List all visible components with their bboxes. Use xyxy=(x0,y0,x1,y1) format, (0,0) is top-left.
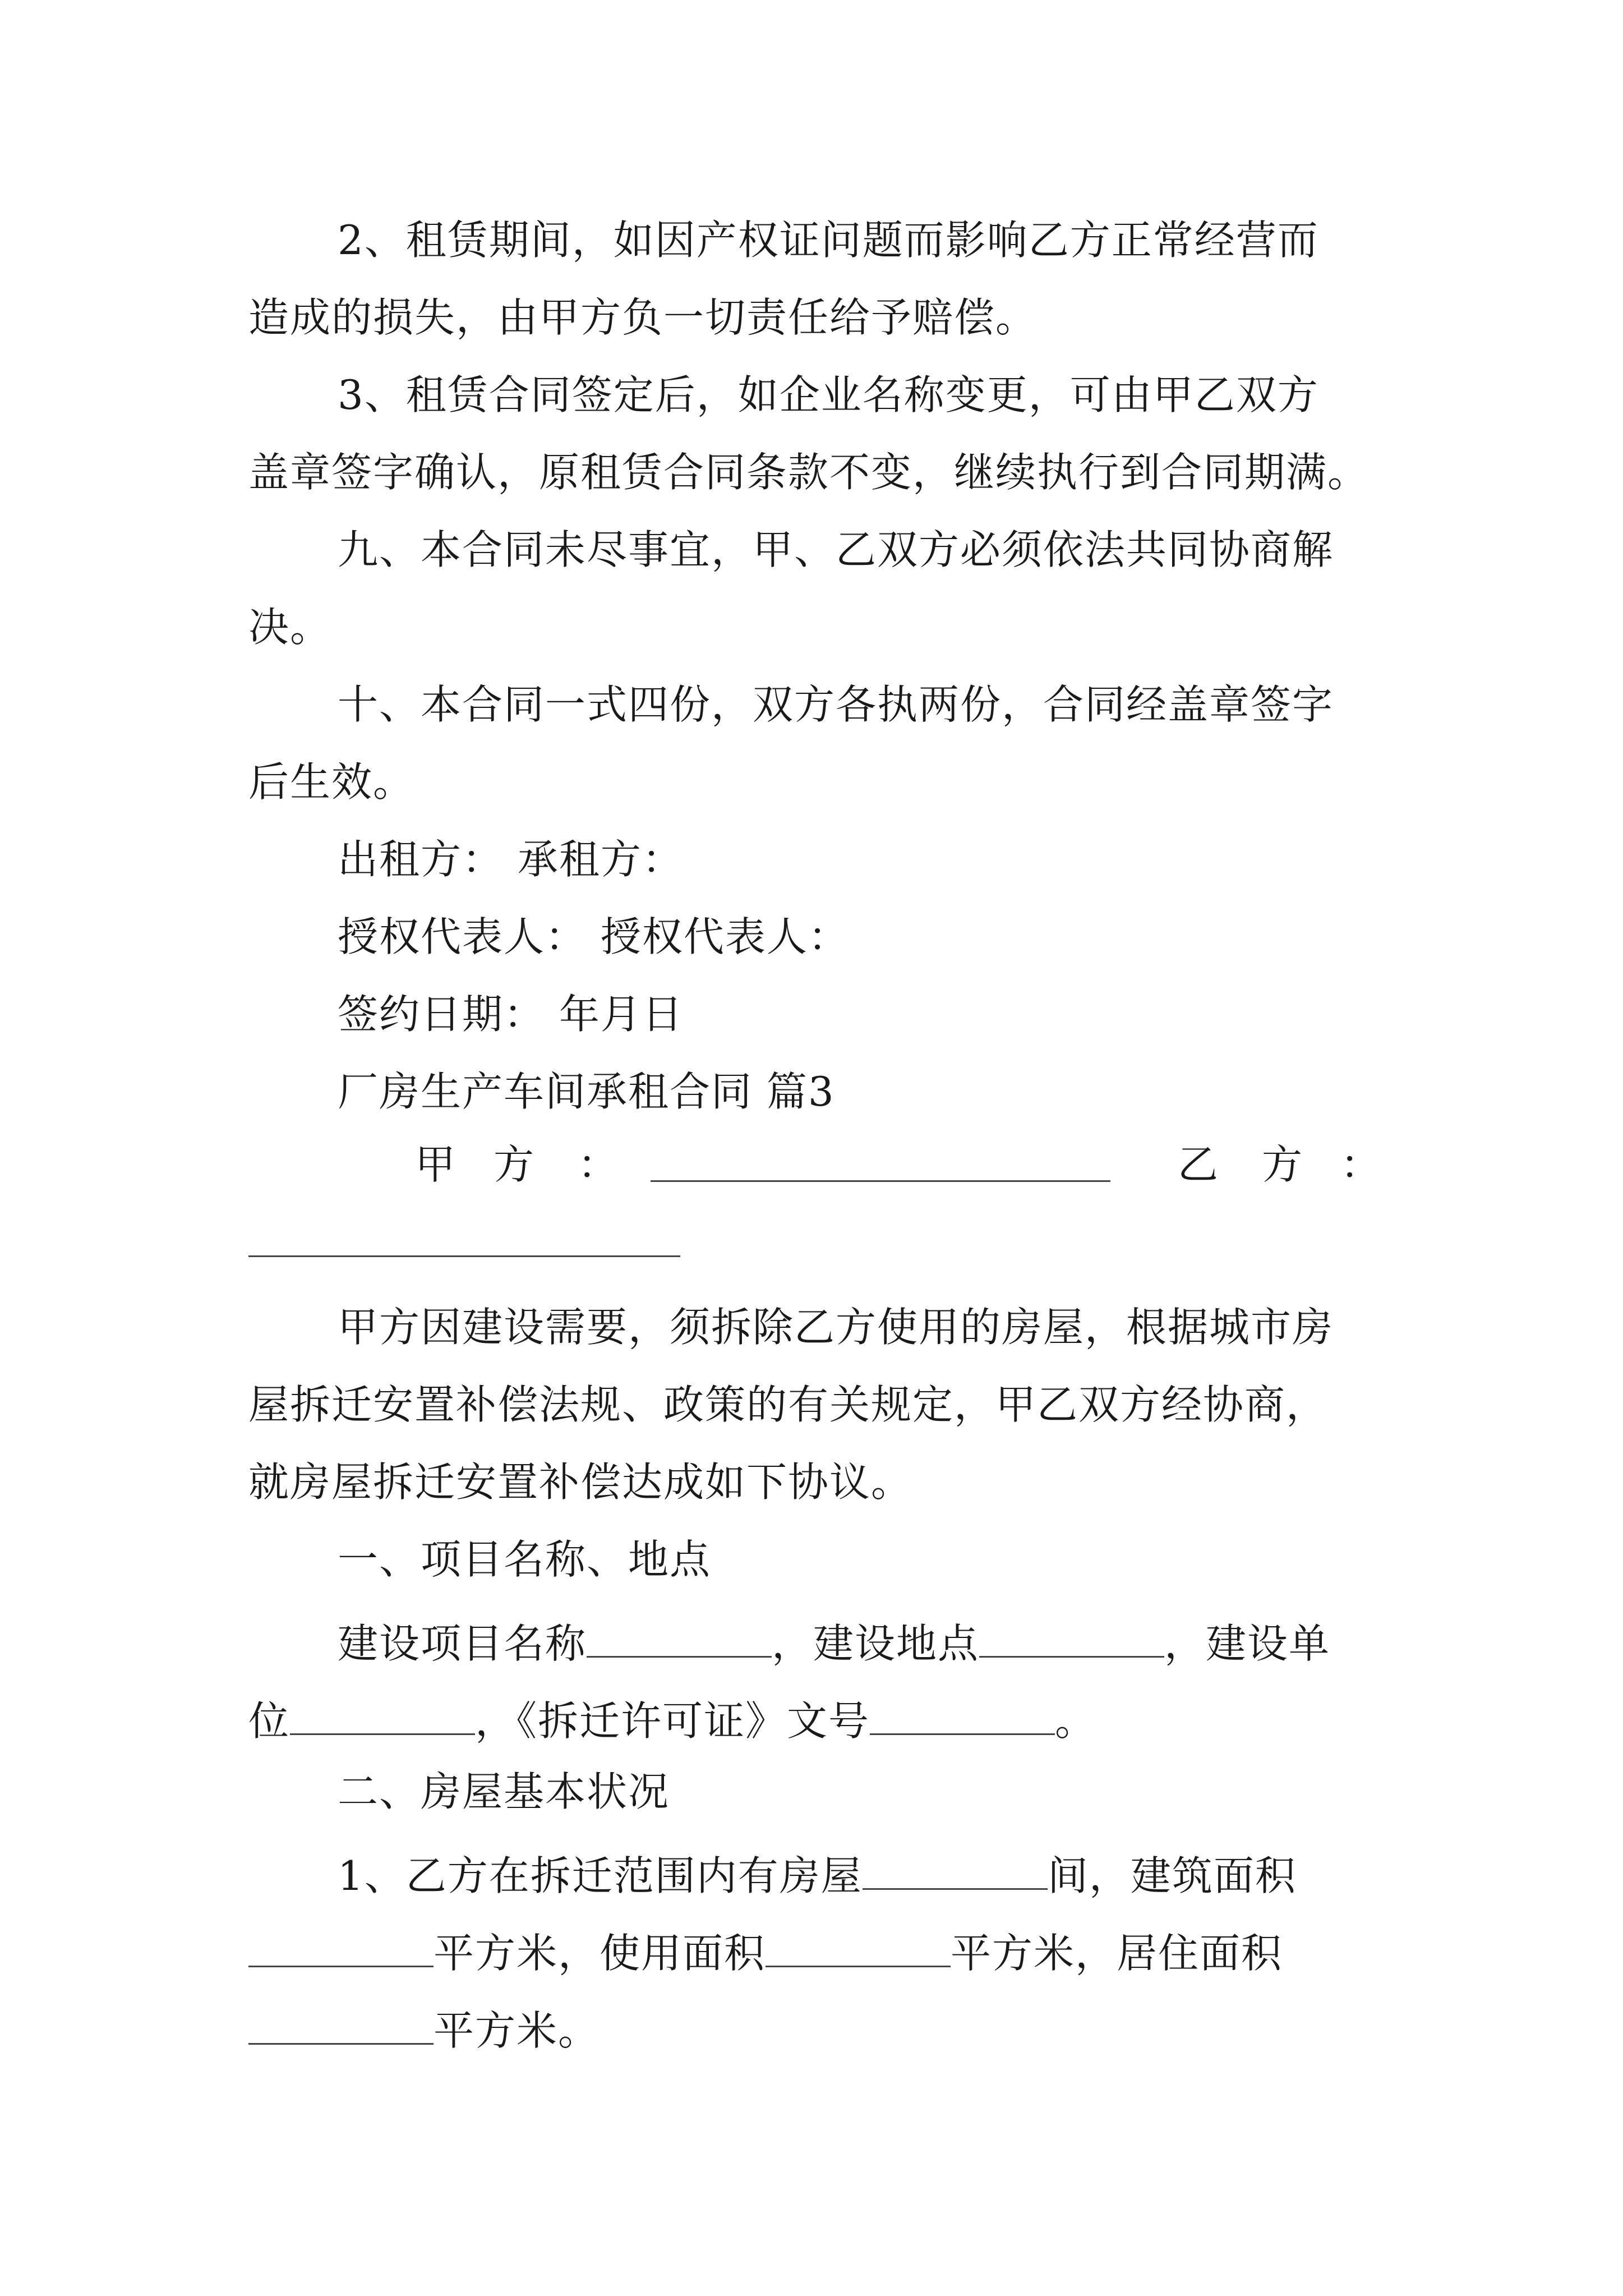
paragraph-line: 十、本合同一式四份，双方各执两份，合同经盖章签字 xyxy=(338,681,1334,728)
paragraph-line: 甲方因建设需要，须拆除乙方使用的房屋，根据城市房 xyxy=(338,1304,1334,1351)
permit-label: ，《拆迁许可证》文号 xyxy=(475,1697,870,1745)
paragraph-line: 3、租赁合同签定后，如企业名称变更，可由甲乙双方 xyxy=(338,371,1319,418)
project-end: 。 xyxy=(1055,1697,1097,1745)
paragraph-line: 决。 xyxy=(248,604,332,651)
project-name-label: 建设项目名称 xyxy=(338,1620,587,1667)
party-b-label-char: 乙 xyxy=(1178,1141,1220,1188)
party-a-blank xyxy=(651,1180,1110,1182)
authorized-rep-line: 授权代表人： 授权代表人： xyxy=(338,913,850,960)
paragraph-line: 屋拆迁安置补偿法规、政策的有关规定，甲乙双方经协商， xyxy=(248,1381,1328,1428)
project-unit-label: ，建设单 xyxy=(1164,1620,1331,1667)
house-line-end xyxy=(248,2004,600,2054)
project-site-label: ，建设地点 xyxy=(772,1620,980,1667)
paragraph-line: 后生效。 xyxy=(248,758,415,806)
sqm-label: 平方米。 xyxy=(434,2007,600,2054)
project-line xyxy=(338,1617,1331,1667)
section-heading: 一、项目名称、地点 xyxy=(338,1536,712,1583)
party-a-label-char: 方 xyxy=(494,1141,536,1188)
house-start: 1、乙方在拆迁范围内有房屋 xyxy=(338,1852,863,1899)
section-title: 厂房生产车间承租合同 篇3 xyxy=(338,1068,835,1115)
living-area-blank xyxy=(248,2004,434,2045)
paragraph-line: 造成的损失，由甲方负一切责任给予赔偿。 xyxy=(248,294,1038,341)
sqm-label: 平方米，使用面积 xyxy=(434,1930,766,1977)
party-row xyxy=(415,1141,1382,1189)
permit-number-blank xyxy=(870,1694,1055,1735)
project-unit-blank xyxy=(290,1694,475,1735)
project-line-cont xyxy=(248,1694,1097,1745)
lessor-lessee-line: 出租方： 承租方： xyxy=(338,836,684,883)
paragraph-line: 就房屋拆迁安置补偿达成如下协议。 xyxy=(248,1458,913,1506)
section-heading: 二、房屋基本状况 xyxy=(338,1768,670,1815)
party-a-label-char: 甲 xyxy=(415,1141,457,1188)
paragraph-line: 九、本合同未尽事宜，甲、乙双方必须依法共同协商解 xyxy=(338,526,1334,573)
sqm-label: 平方米，居住面积 xyxy=(951,1930,1283,1977)
party-b-label-char: 方 xyxy=(1262,1141,1304,1188)
project-unit-label-cont: 位 xyxy=(248,1697,291,1745)
paragraph-line: 2、租赁期间，如因产权证问题而影响乙方正常经营而 xyxy=(338,217,1319,264)
rooms-blank xyxy=(863,1849,1048,1890)
party-b-label-char: ： xyxy=(1340,1141,1382,1188)
party-b-blank xyxy=(248,1255,680,1257)
party-a-label-char: ： xyxy=(578,1141,620,1188)
house-line xyxy=(338,1849,1297,1899)
house-line-cont xyxy=(248,1926,1283,1977)
project-site-blank xyxy=(979,1617,1164,1658)
signing-date-line: 签约日期： 年月日 xyxy=(338,991,684,1038)
project-name-blank xyxy=(587,1617,772,1658)
build-area-blank xyxy=(248,1926,434,1967)
rooms-unit: 间，建筑面积 xyxy=(1047,1852,1297,1899)
paragraph-line: 盖章签字确认，原租赁合同条款不变，继续执行到合同期满。 xyxy=(248,449,1370,496)
use-area-blank xyxy=(766,1926,951,1967)
